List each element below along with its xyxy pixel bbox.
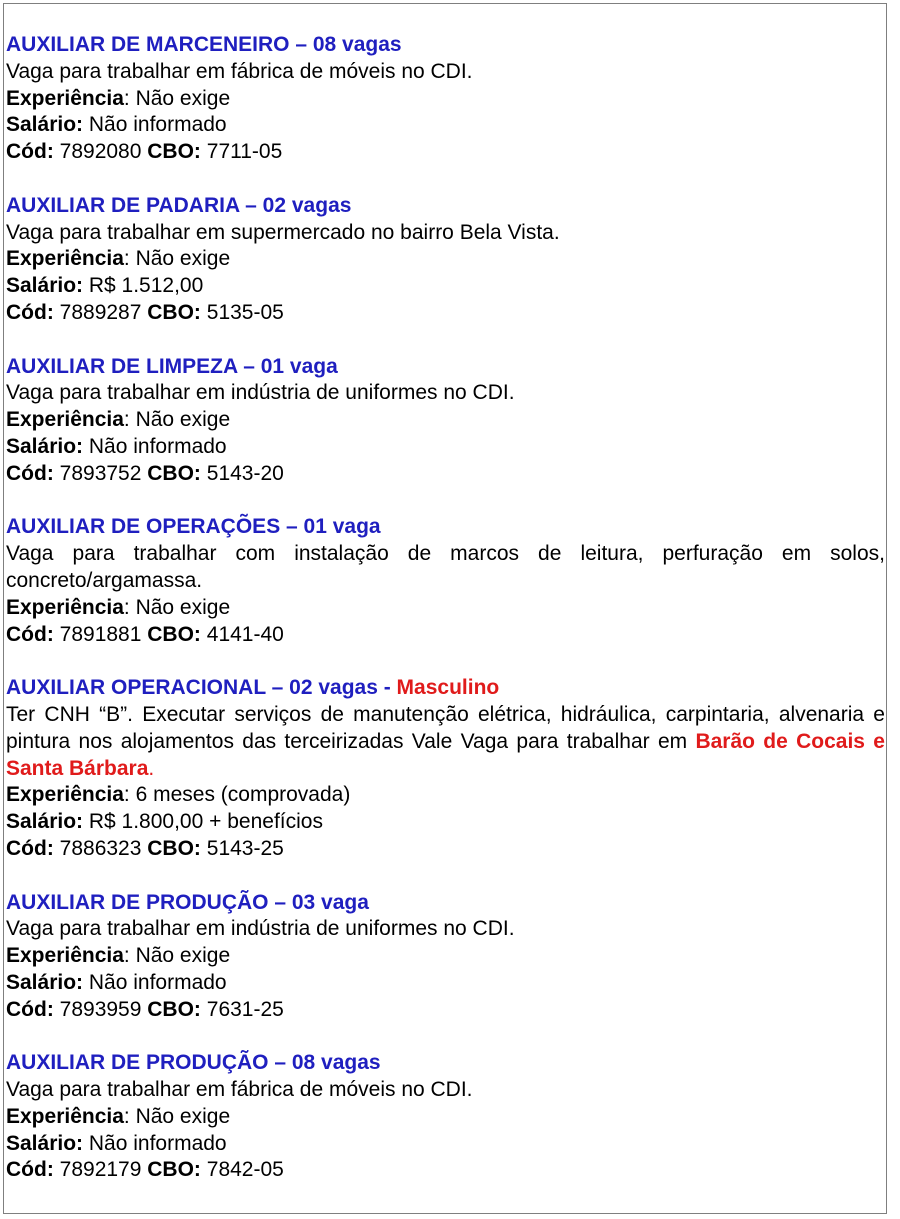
job-description: Vaga para trabalhar em fábrica de móveis no CDI. — [6, 59, 473, 83]
job-description: Vaga para trabalhar em indústria de uniformes no CDI. — [6, 917, 515, 941]
job-description — [6, 702, 885, 782]
job-title-text: AUXILIAR OPERACIONAL – 02 vagas - — [6, 676, 397, 700]
experience-value: : Não exige — [123, 247, 231, 271]
job-codes — [6, 836, 885, 863]
salary-label: Salário: — [6, 113, 84, 137]
code-value: 7892080 — [53, 140, 148, 164]
cbo-value: 7711-05 — [200, 140, 283, 164]
experience-value: : Não exige — [123, 408, 231, 432]
job-listing — [6, 675, 885, 863]
salary-value: Não informado — [83, 1131, 227, 1155]
salary-value: R$ 1.512,00 — [83, 274, 204, 298]
job-experience — [6, 782, 885, 809]
job-listing — [6, 1050, 885, 1184]
job-listing — [6, 890, 885, 1024]
experience-label: Experiência — [6, 783, 124, 807]
cbo-label: CBO: — [147, 461, 201, 485]
salary-label: Salário: — [6, 274, 84, 298]
code-value: 7893959 — [53, 997, 148, 1021]
cbo-label: CBO: — [147, 622, 201, 646]
salary-label: Salário: — [6, 434, 84, 458]
experience-value: : Não exige — [123, 86, 231, 110]
code-value: 7892179 — [53, 1158, 148, 1182]
experience-label: Experiência — [6, 944, 124, 968]
cbo-value: 7842-05 — [200, 1158, 284, 1182]
job-experience — [6, 595, 885, 622]
job-listing — [6, 32, 885, 166]
job-codes — [6, 1157, 885, 1184]
cbo-label: CBO: — [147, 836, 201, 860]
job-codes — [6, 622, 885, 649]
code-label: Cód: — [6, 622, 54, 646]
cbo-label: CBO: — [147, 140, 201, 164]
salary-value: Não informado — [83, 970, 227, 994]
gender-requirement: Masculino — [396, 676, 500, 700]
job-codes — [6, 997, 885, 1024]
job-title: AUXILIAR DE PADARIA – 02 vagas — [6, 193, 352, 217]
job-salary — [6, 434, 885, 461]
job-description-text: Ter CNH “B”. Executar serviços de manutenção elétrica, hidráulica, carpintaria, alvenaria e pintura nos alojamentos das terceirizadas Vale Vaga para trabalhar em — [6, 702, 885, 753]
code-label: Cód: — [6, 300, 54, 324]
job-salary — [6, 970, 885, 997]
job-experience — [6, 246, 885, 273]
salary-value: R$ 1.800,00 + benefícios — [83, 810, 323, 834]
job-listing — [6, 514, 885, 648]
code-label: Cód: — [6, 461, 54, 485]
cbo-label: CBO: — [147, 1158, 201, 1182]
job-title — [6, 675, 885, 702]
experience-value: : Não exige — [123, 944, 231, 968]
cbo-value: 5135-05 — [200, 300, 284, 324]
job-title: AUXILIAR DE PRODUÇÃO – 03 vaga — [6, 890, 369, 914]
experience-label: Experiência — [6, 408, 124, 432]
experience-value: : Não exige — [123, 595, 231, 619]
job-listing — [6, 193, 885, 327]
cbo-value: 7631-25 — [200, 997, 284, 1021]
code-value: 7889287 — [53, 300, 148, 324]
job-description: Vaga para trabalhar com instalação de marcos de leitura, perfuração em solos, concreto/argamassa. — [6, 542, 885, 592]
cbo-value: 5143-20 — [200, 461, 284, 485]
code-value: 7893752 — [53, 461, 148, 485]
code-label: Cód: — [6, 997, 54, 1021]
job-description: Vaga para trabalhar em fábrica de móveis no CDI. — [6, 1078, 473, 1102]
job-experience — [6, 1104, 885, 1131]
salary-label: Salário: — [6, 1131, 84, 1155]
job-salary — [6, 273, 885, 300]
salary-label: Salário: — [6, 810, 84, 834]
job-title: AUXILIAR DE OPERAÇÕES – 01 vaga — [6, 515, 381, 539]
code-label: Cód: — [6, 836, 54, 860]
job-salary — [6, 809, 885, 836]
job-location-highlight: Barão de Cocais e Santa Bárbara — [6, 729, 885, 780]
job-listing — [6, 354, 885, 488]
job-salary — [6, 1131, 885, 1158]
job-salary — [6, 112, 885, 139]
job-experience — [6, 86, 885, 113]
salary-value: Não informado — [83, 434, 227, 458]
job-codes — [6, 139, 885, 166]
code-label: Cód: — [6, 1158, 54, 1182]
cbo-value: 4141-40 — [200, 622, 284, 646]
job-listings — [6, 32, 885, 1211]
experience-label: Experiência — [6, 1104, 124, 1128]
code-value: 7886323 — [53, 836, 148, 860]
job-experience — [6, 407, 885, 434]
job-title: AUXILIAR DE PRODUÇÃO – 08 vagas — [6, 1051, 381, 1075]
job-description: Vaga para trabalhar em indústria de uniformes no CDI. — [6, 381, 515, 405]
job-description-end: . — [148, 756, 155, 780]
experience-label: Experiência — [6, 247, 124, 271]
code-label: Cód: — [6, 140, 54, 164]
salary-label: Salário: — [6, 970, 84, 994]
job-title: AUXILIAR DE LIMPEZA – 01 vaga — [6, 354, 338, 378]
job-codes — [6, 461, 885, 488]
experience-value: : 6 meses (comprovada) — [123, 783, 351, 807]
job-codes — [6, 300, 885, 327]
cbo-value: 5143-25 — [200, 836, 284, 860]
salary-value: Não informado — [83, 113, 227, 137]
job-title: AUXILIAR DE MARCENEIRO – 08 vagas — [6, 33, 402, 56]
code-value: 7891881 — [53, 622, 148, 646]
experience-label: Experiência — [6, 595, 124, 619]
job-experience — [6, 943, 885, 970]
experience-value: : Não exige — [123, 1104, 231, 1128]
cbo-label: CBO: — [147, 997, 201, 1021]
cbo-label: CBO: — [147, 300, 201, 324]
experience-label: Experiência — [6, 86, 124, 110]
job-description: Vaga para trabalhar em supermercado no bairro Bela Vista. — [6, 220, 560, 244]
